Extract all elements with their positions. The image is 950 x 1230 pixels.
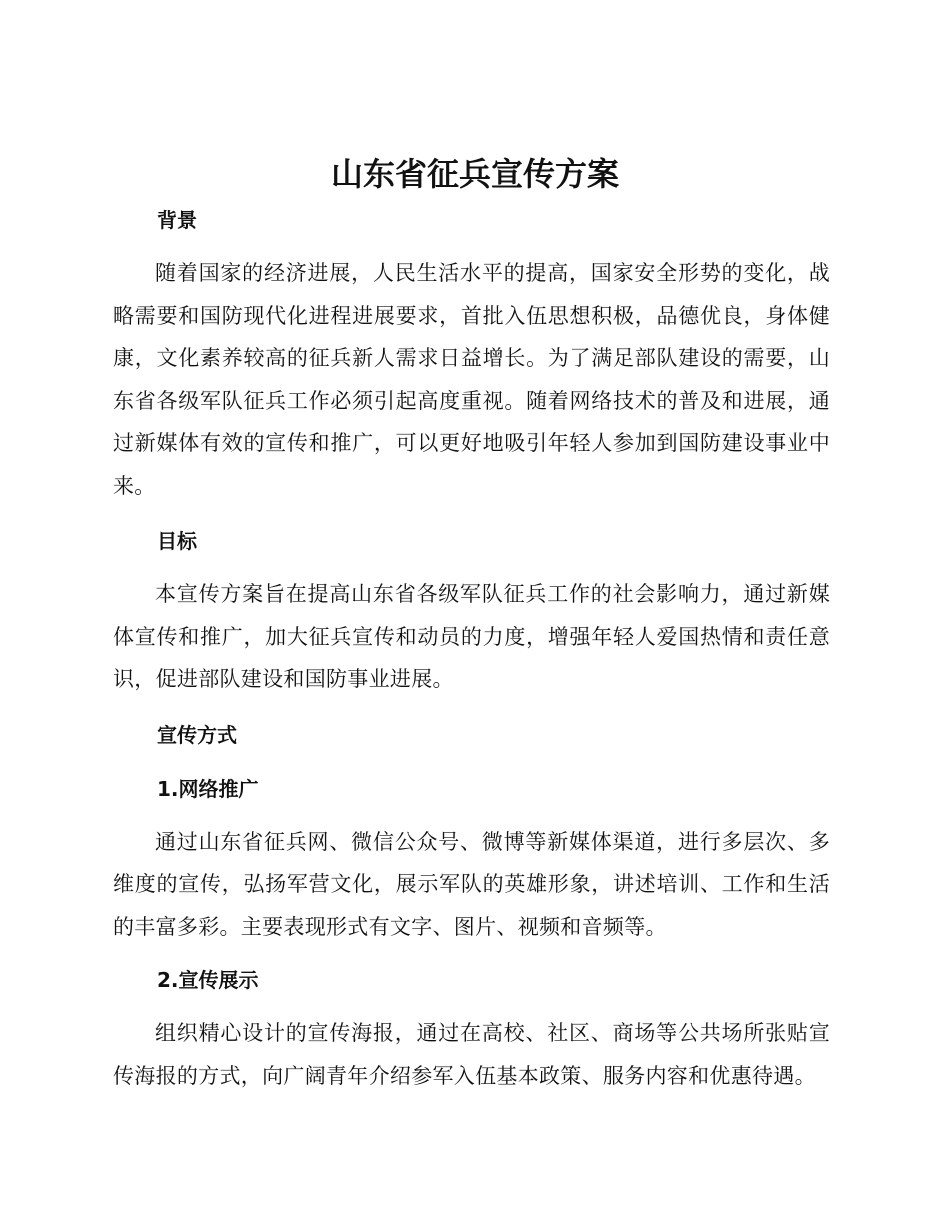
paragraph-display: 组织精心设计的宣传海报，通过在高校、社区、商场等公共场所张贴宣传海报的方式，向广阔青年介绍参军入伍基本政策、服务内容和优惠待遇。 xyxy=(113,1021,830,1088)
subsection-heading-network: 1.网络推广 xyxy=(157,776,259,801)
subsection-heading-display: 2.宣传展示 xyxy=(157,968,259,992)
paragraph-background: 随着国家的经济进展，人民生活水平的提高，国家安全形势的变化，战略需要和国防现代化进程进展要求，首批入伍思想积极，品德优良，身体健康，文化素养较高的征兵新人需求日益增长。为了满足部队建设的需要，山东省各级军队征兵工作必须引起高度重视。随着网络技术的普及和进展，通过新媒体有效的宣传和推广，可以更好地吸引年轻人参加到国防建设事业中来。 xyxy=(113,261,830,498)
document-body xyxy=(113,198,830,1097)
section-heading-methods: 宣传方式 xyxy=(157,722,237,747)
paragraph-network: 通过山东省征兵网、微信公众号、微博等新媒体渠道，进行多层次、多维度的宣传，弘扬军营文化，展示军队的英雄形象，讲述培训、工作和生活的丰富多彩。主要表现形式有文字、图片、视频和音频等。 xyxy=(113,829,830,939)
document-title: 山东省征兵宣传方案 xyxy=(330,155,619,193)
section-heading-background: 背景 xyxy=(157,208,197,232)
paragraph-goal: 本宣传方案旨在提高山东省各级军队征兵工作的社会影响力，通过新媒体宣传和推广，加大征兵宣传和动员的力度，增强年轻人爱国热情和责任意识，促进部队建设和国防事业进展。 xyxy=(113,582,830,691)
section-heading-goal: 目标 xyxy=(157,529,197,553)
